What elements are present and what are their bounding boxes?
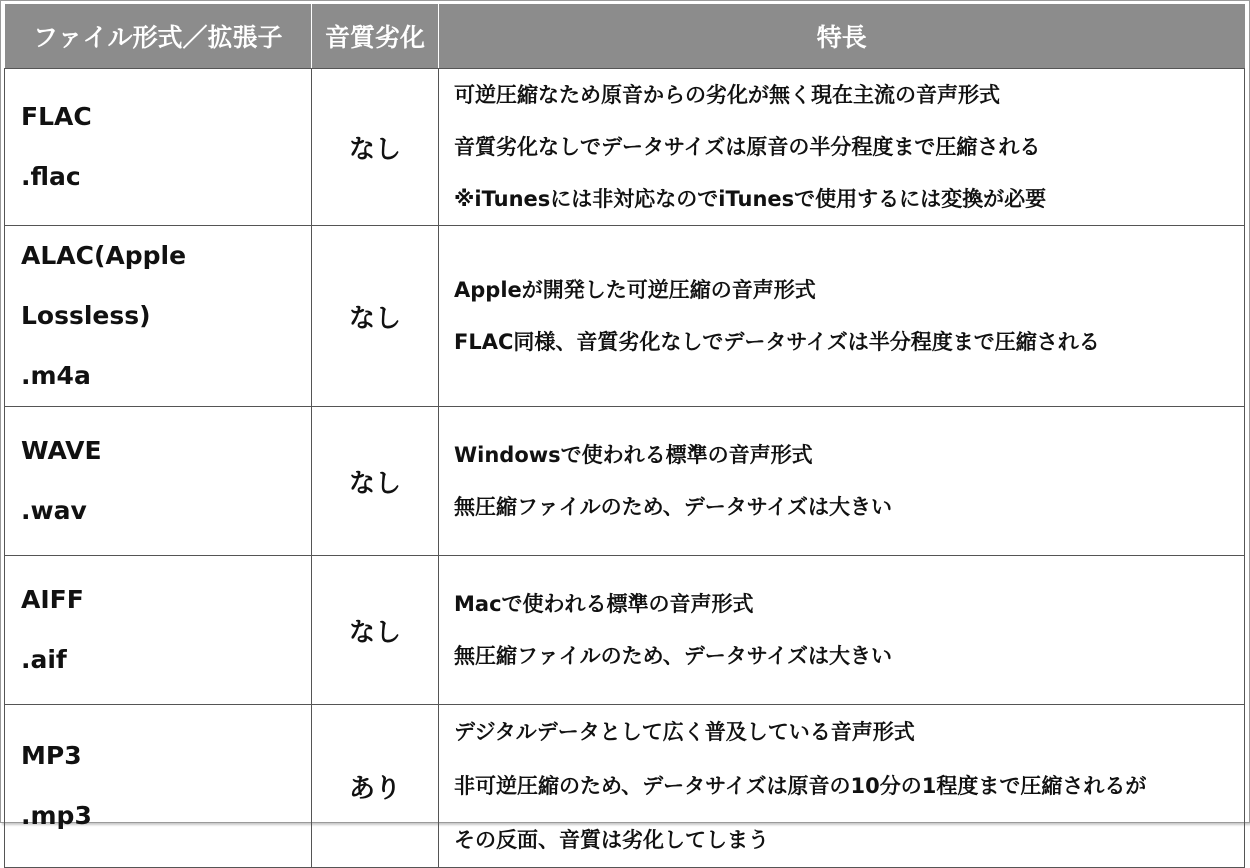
format-extension: .wav <box>21 496 87 525</box>
format-extension: .aif <box>21 645 67 674</box>
format-cell <box>5 556 312 705</box>
table-row <box>5 69 1245 226</box>
feature-line: その反面、音質は劣化してしまう <box>454 828 769 852</box>
degradation-cell: なし <box>312 556 439 705</box>
format-cell <box>5 69 312 226</box>
degradation-cell: あり <box>312 705 439 868</box>
table-row <box>5 407 1245 556</box>
feature-line: 無圧縮ファイルのため、データサイズは大きい <box>454 495 893 519</box>
features-cell <box>439 407 1245 556</box>
format-extension: .flac <box>21 162 81 191</box>
table-row <box>5 705 1245 868</box>
format-cell <box>5 407 312 556</box>
degradation-cell: なし <box>312 226 439 407</box>
format-name: FLAC <box>21 102 92 131</box>
feature-line: Macで使われる標準の音声形式 <box>454 592 754 616</box>
feature-line: Windowsで使われる標準の音声形式 <box>454 443 813 467</box>
feature-line: Appleが開発した可逆圧縮の音声形式 <box>454 278 816 302</box>
table-header-row <box>5 4 1245 69</box>
feature-line: 非可逆圧縮のため、データサイズは原音の10分の1程度まで圧縮されるが <box>454 774 1147 798</box>
features-cell <box>439 556 1245 705</box>
audio-format-table <box>4 4 1245 868</box>
header-degradation: 音質劣化 <box>312 4 439 69</box>
header-format: ファイル形式／拡張子 <box>5 4 312 69</box>
feature-line: ※iTunesには非対応なのでiTunesで使用するには変換が必要 <box>454 187 1047 211</box>
features-cell <box>439 226 1245 407</box>
format-name: AIFF <box>21 585 84 614</box>
format-extension: .m4a <box>21 361 91 390</box>
format-extension: .mp3 <box>21 801 92 830</box>
format-cell <box>5 705 312 868</box>
header-features: 特長 <box>439 4 1245 69</box>
table-row <box>5 556 1245 705</box>
degradation-cell: なし <box>312 407 439 556</box>
format-name: WAVE <box>21 436 102 465</box>
degradation-cell: なし <box>312 69 439 226</box>
format-cell <box>5 226 312 407</box>
features-cell <box>439 705 1245 868</box>
feature-line: デジタルデータとして広く普及している音声形式 <box>454 720 915 744</box>
table-row <box>5 226 1245 407</box>
feature-line: 音質劣化なしでデータサイズは原音の半分程度まで圧縮される <box>454 135 1041 159</box>
format-name: ALAC(Apple Lossless) <box>21 241 187 330</box>
format-name: MP3 <box>21 741 82 770</box>
feature-line: 無圧縮ファイルのため、データサイズは大きい <box>454 644 893 668</box>
feature-line: FLAC同様、音質劣化なしでデータサイズは半分程度まで圧縮される <box>454 330 1100 354</box>
features-cell <box>439 69 1245 226</box>
feature-line: 可逆圧縮なため原音からの劣化が無く現在主流の音声形式 <box>454 83 1000 107</box>
